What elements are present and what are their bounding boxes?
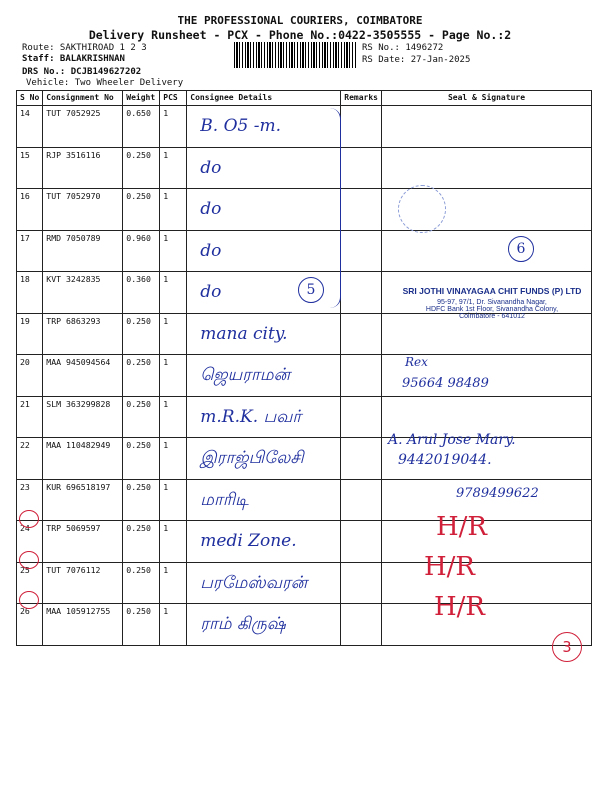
pcs-cell: 1	[160, 230, 187, 272]
consignee-handwriting: ராம் கிருஷ்	[200, 614, 286, 634]
signature-phone-row23: 9789499622	[456, 486, 539, 501]
blue-circle-5: 5	[298, 277, 324, 303]
sno-cell: 16	[17, 189, 43, 231]
weight-cell: 0.250	[123, 562, 160, 604]
faded-seal	[398, 185, 446, 233]
remarks-cell	[341, 313, 382, 355]
table-header-row	[17, 91, 592, 106]
consignment-cell: RJP 3516116	[43, 147, 123, 189]
table-row	[17, 604, 592, 646]
remarks-cell	[341, 355, 382, 397]
consignment-cell: SLM 363299828	[43, 396, 123, 438]
sno-cell: 22	[17, 438, 43, 480]
bracket-mark	[330, 108, 341, 308]
consignment-cell: TUT 7052925	[43, 106, 123, 148]
weight-cell: 0.960	[123, 230, 160, 272]
signature-row20: Rex	[405, 355, 428, 369]
col-signature: Seal & Signature	[381, 91, 591, 106]
consignee-handwriting: do	[200, 282, 222, 302]
consignment-cell: KUR 696518197	[43, 479, 123, 521]
blue-circle-6: 6	[508, 236, 534, 262]
remarks-cell	[341, 604, 382, 646]
rs-date: RS Date: 27-Jan-2025	[362, 55, 471, 65]
signature-cell	[381, 106, 591, 148]
barcode	[234, 42, 356, 68]
consignee-cell	[187, 106, 341, 148]
weight-cell: 0.250	[123, 604, 160, 646]
consignee-handwriting: mana city.	[200, 323, 288, 344]
col-remarks: Remarks	[341, 91, 382, 106]
consignee-handwriting: do	[200, 157, 222, 178]
runsheet-title: Delivery Runsheet - PCX - Phone No.:0422-3505555 - Page No.:2	[88, 28, 512, 42]
weight-cell: 0.250	[123, 479, 160, 521]
consignment-cell: RMD 7050789	[43, 230, 123, 272]
consignee-cell	[187, 521, 341, 563]
consignee-handwriting: மாரிடி	[200, 489, 249, 510]
vehicle-label: Vehicle: Two Wheeler Delivery	[26, 78, 184, 88]
remarks-cell	[341, 479, 382, 521]
consignee-cell	[187, 396, 341, 438]
table-row	[17, 562, 592, 604]
consignment-cell: TUT 7076112	[43, 562, 123, 604]
rs-number: RS No.: 1496272	[362, 43, 444, 53]
pcs-cell: 1	[160, 313, 187, 355]
sno-cell: 19	[17, 313, 43, 355]
signature-phone-row22: 9442019044.	[398, 452, 492, 468]
route-label: Route: SAKTHIROAD 1 2 3	[22, 43, 147, 53]
hr-mark-row24: H/R	[436, 512, 488, 542]
remarks-cell	[341, 396, 382, 438]
red-circle-25	[19, 551, 39, 569]
pcs-cell: 1	[160, 189, 187, 231]
consignee-cell	[187, 479, 341, 521]
sno-cell: 18	[17, 272, 43, 314]
sno-cell: 26	[17, 604, 43, 646]
weight-cell: 0.250	[123, 147, 160, 189]
table-row	[17, 147, 592, 189]
remarks-cell	[341, 106, 382, 148]
signature-cell	[381, 230, 591, 272]
red-circle-26	[19, 591, 39, 609]
table-row	[17, 106, 592, 148]
consignee-cell	[187, 230, 341, 272]
stamp-line3: Coimbatore - 641012	[459, 313, 525, 320]
consignee-handwriting: இராஜ்பிலேசி	[200, 448, 304, 468]
sno-cell: 17	[17, 230, 43, 272]
col-sno: S No	[17, 91, 43, 106]
consignment-cell: TRP 6863293	[43, 313, 123, 355]
sno-cell: 20	[17, 355, 43, 397]
consignee-handwriting: ஜெயராமன்	[200, 365, 291, 385]
pcs-cell: 1	[160, 355, 187, 397]
consignment-cell: KVT 3242835	[43, 272, 123, 314]
signature-cell	[381, 562, 591, 604]
red-circle-24	[19, 510, 39, 528]
sno-cell: 24	[17, 521, 43, 563]
consignment-cell: TRP 5069597	[43, 521, 123, 563]
signature-cell	[381, 147, 591, 189]
sno-cell: 23	[17, 479, 43, 521]
drs-number: DRS No.: DCJB149627202	[22, 67, 142, 77]
remarks-cell	[341, 438, 382, 480]
table-row	[17, 189, 592, 231]
sno-cell: 15	[17, 147, 43, 189]
hr-mark-row26: H/R	[434, 592, 486, 622]
consignee-handwriting: m.R.K. பவர்	[200, 406, 302, 427]
table-row	[17, 230, 592, 272]
weight-cell: 0.250	[123, 313, 160, 355]
stamp-line2: HDFC Bank 1st Floor, Sivanandha Colony,	[425, 306, 559, 313]
pcs-cell: 1	[160, 147, 187, 189]
stamp-line1: 95-97, 97/1, Dr. Sivanandha Nagar,	[437, 299, 547, 306]
consignment-cell: MAA 105912755	[43, 604, 123, 646]
stamp-name: SRI JOTHI VINAYAGAA CHIT FUNDS (P) LTD	[402, 286, 582, 296]
pcs-cell: 1	[160, 479, 187, 521]
pcs-cell: 1	[160, 604, 187, 646]
pcs-cell: 1	[160, 106, 187, 148]
weight-cell: 0.250	[123, 438, 160, 480]
remarks-cell	[341, 521, 382, 563]
weight-cell: 0.250	[123, 521, 160, 563]
consignment-cell: TUT 7052970	[43, 189, 123, 231]
table-row	[17, 355, 592, 397]
company-title: THE PROFESSIONAL COURIERS, COIMBATORE	[177, 14, 423, 27]
col-consignee: Consignee Details	[187, 91, 341, 106]
sno-cell: 21	[17, 396, 43, 438]
consignee-cell	[187, 438, 341, 480]
remarks-cell	[341, 562, 382, 604]
pcs-cell: 1	[160, 396, 187, 438]
pcs-cell: 1	[160, 272, 187, 314]
remarks-cell	[341, 189, 382, 231]
consignee-handwriting: பரமேஸ்வரன்	[200, 572, 308, 593]
company-stamp	[402, 286, 582, 320]
remarks-cell	[341, 272, 382, 314]
consignee-cell	[187, 562, 341, 604]
pcs-cell: 1	[160, 562, 187, 604]
signature-phone-row20: 95664 98489	[402, 376, 489, 391]
weight-cell: 0.250	[123, 189, 160, 231]
sno-cell: 25	[17, 562, 43, 604]
weight-cell: 0.360	[123, 272, 160, 314]
consignee-cell	[187, 313, 341, 355]
consignee-handwriting: do	[200, 199, 222, 219]
col-weight: Weight	[123, 91, 160, 106]
col-consignment: Consignment No	[43, 91, 123, 106]
pcs-cell: 1	[160, 521, 187, 563]
consignment-cell: MAA 110482949	[43, 438, 123, 480]
pcs-cell: 1	[160, 438, 187, 480]
sno-cell: 14	[17, 106, 43, 148]
weight-cell: 0.650	[123, 106, 160, 148]
weight-cell: 0.250	[123, 355, 160, 397]
consignee-cell	[187, 189, 341, 231]
consignee-cell	[187, 604, 341, 646]
col-pcs: PCS	[160, 91, 187, 106]
table-row	[17, 521, 592, 563]
consignee-handwriting: B. O5 -m.	[200, 116, 281, 136]
red-circle-count: 3	[552, 632, 582, 662]
signature-name-row22: A. Arul Jose Mary.	[388, 432, 516, 448]
consignee-cell	[187, 355, 341, 397]
runsheet-table	[16, 90, 592, 646]
hr-mark-row25: H/R	[424, 552, 476, 582]
consignee-handwriting: medi Zone.	[200, 531, 297, 551]
consignment-cell: MAA 945094564	[43, 355, 123, 397]
weight-cell: 0.250	[123, 396, 160, 438]
consignee-cell	[187, 147, 341, 189]
staff-label: Staff: BALAKRISHNAN	[22, 54, 125, 64]
remarks-cell	[341, 230, 382, 272]
consignee-handwriting: do	[200, 240, 222, 261]
remarks-cell	[341, 147, 382, 189]
